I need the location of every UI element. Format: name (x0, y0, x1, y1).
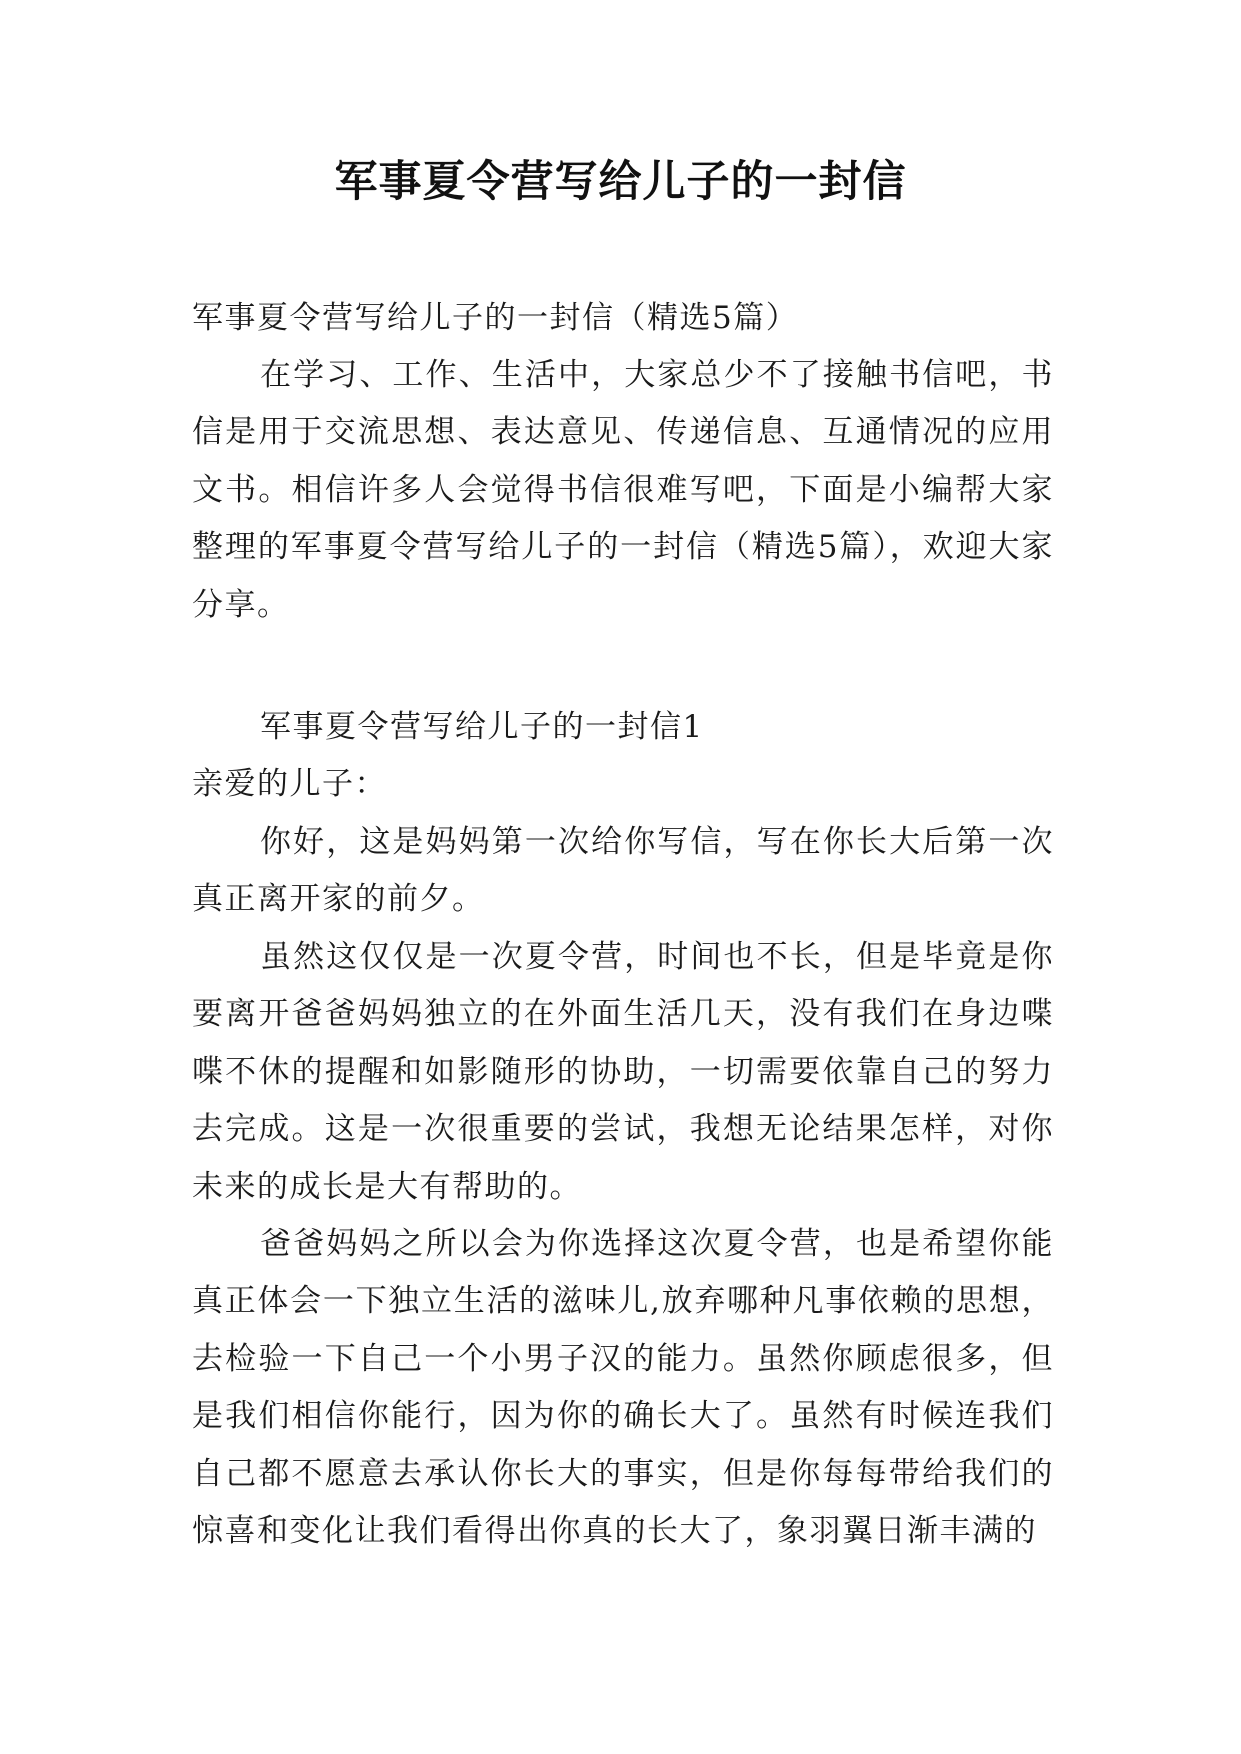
letter-paragraph: 虽然这仅仅是一次夏令营，时间也不长，但是毕竟是你要离开爸爸妈妈独立的在外面生活几天，没有我们在身边喋喋不休的提醒和如影随形的协助，一切需要依靠自己的努力去完成。这是一次很重要的尝试，我想无论结果怎样，对你未来的成长是大有帮助的。 (192, 939, 1054, 1205)
document-title: 军事夏令营写给儿子的一封信 (334, 157, 907, 207)
document-subtitle: 军事夏令营写给儿子的一封信（精选5篇） (192, 300, 799, 336)
section-heading: 军事夏令营写给儿子的一封信1 (260, 709, 704, 745)
letter-paragraph: 爸爸妈妈之所以会为你选择这次夏令营，也是希望你能真正体会一下独立生活的滋味儿,放弃哪种凡事依赖的思想，去检验一下自己一个小男子汉的能力。虽然你顾虑很多，但是我们相信你能行，因为你的确长大了。虽然有时候连我们自己都不愿意去承认你长大的事实，但是你每每带给我们的惊喜和变化让我们看得出你真的长大了，象羽翼日渐丰满的 (192, 1226, 1054, 1550)
letter-paragraph: 你好，这是妈妈第一次给你写信，写在你长大后第一次真正离开家的前夕。 (192, 824, 1054, 918)
letter-salutation: 亲爱的儿子： (192, 766, 387, 802)
intro-paragraph: 在学习、工作、生活中，大家总少不了接触书信吧，书信是用于交流思想、表达意见、传递信息、互通情况的应用文书。相信许多人会觉得书信很难写吧，下面是小编帮大家整理的军事夏令营写给儿子的一封信（精选5篇），欢迎大家分享。 (192, 357, 1054, 623)
